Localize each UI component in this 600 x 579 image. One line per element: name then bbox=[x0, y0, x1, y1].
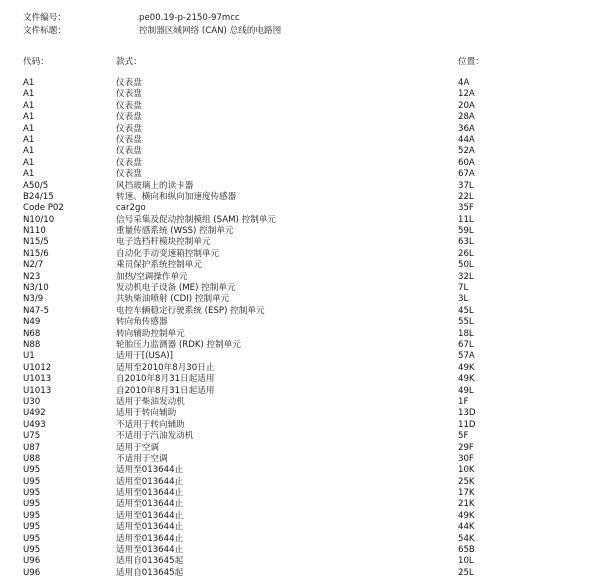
table-row bbox=[0, 146, 600, 157]
table-row bbox=[0, 112, 600, 123]
row-description: 电子选档杆模块控制单元 bbox=[116, 237, 211, 248]
table-row bbox=[0, 397, 600, 408]
row-description: 共轨柴油喷射 (CDI) 控制单元 bbox=[116, 294, 230, 305]
row-location: 11L bbox=[458, 214, 474, 225]
table-row bbox=[0, 135, 600, 146]
row-description: 转速、横向和纵向加速度传感器 bbox=[116, 191, 237, 202]
row-code: U95 bbox=[23, 499, 41, 510]
table-row bbox=[0, 340, 600, 351]
table-row bbox=[0, 317, 600, 328]
table-row bbox=[0, 386, 600, 397]
table-row bbox=[0, 260, 600, 271]
row-location: 11D bbox=[458, 419, 476, 430]
row-code: N15/5 bbox=[23, 237, 49, 248]
row-code: A1 bbox=[23, 112, 35, 123]
row-code: A1 bbox=[23, 169, 35, 180]
doc-title-value: 控制器区域网络 (CAN) 总线的电路图 bbox=[139, 26, 282, 36]
row-description: 适用至013644止 bbox=[116, 476, 184, 487]
row-description: 自动化手动变速箱控制单元 bbox=[116, 248, 220, 259]
header-location: 位置： bbox=[458, 57, 484, 67]
row-description: 适用至013644止 bbox=[116, 533, 184, 544]
row-location: 44K bbox=[458, 522, 475, 533]
row-code: U30 bbox=[23, 396, 41, 407]
document-meta bbox=[23, 12, 281, 38]
row-code: U95 bbox=[23, 522, 41, 533]
row-code: N23 bbox=[23, 271, 41, 282]
table-row bbox=[0, 158, 600, 169]
row-description: 适用至013644止 bbox=[116, 545, 184, 556]
row-description: 发动机电子设备 (ME) 控制单元 bbox=[116, 283, 236, 294]
table-row bbox=[0, 477, 600, 488]
row-description: 适用于柴油发动机 bbox=[116, 396, 185, 407]
row-code: U492 bbox=[23, 408, 46, 419]
row-description: 仪表盘 bbox=[116, 100, 142, 111]
row-location: 67L bbox=[458, 339, 474, 350]
row-description: 适用至013644止 bbox=[116, 510, 184, 521]
table-row bbox=[0, 454, 600, 465]
row-description: 适用自013645起 bbox=[116, 567, 184, 578]
table-row bbox=[0, 124, 600, 135]
row-code: U1013 bbox=[23, 374, 52, 385]
table-row bbox=[0, 534, 600, 545]
row-code: U493 bbox=[23, 419, 46, 430]
row-location: 60A bbox=[458, 157, 475, 168]
row-location: 67A bbox=[458, 169, 475, 180]
row-description: 仪表盘 bbox=[116, 89, 142, 100]
row-code: U96 bbox=[23, 567, 41, 578]
row-description: 不适用于空调 bbox=[116, 453, 168, 464]
row-description: 适用自013645起 bbox=[116, 556, 184, 567]
row-code: U95 bbox=[23, 465, 41, 476]
row-description: 适用至013644止 bbox=[116, 522, 184, 533]
row-description: 适用至013644止 bbox=[116, 488, 184, 499]
row-description: 信号采集及促动控制模组 (SAM) 控制单元 bbox=[116, 214, 276, 225]
table-row bbox=[0, 522, 600, 533]
row-description: 风挡玻璃上的读卡器 bbox=[116, 180, 194, 191]
row-location: 22L bbox=[458, 191, 474, 202]
table-row bbox=[0, 374, 600, 385]
row-description: 加热/空调操作单元 bbox=[116, 271, 188, 282]
row-code: U95 bbox=[23, 510, 41, 521]
doc-number-row bbox=[23, 12, 281, 25]
row-description: car2go bbox=[116, 203, 146, 214]
table-row bbox=[0, 511, 600, 522]
row-location: 30F bbox=[458, 453, 474, 464]
row-description: 适用于转向辅助 bbox=[116, 408, 177, 419]
row-code: B24/15 bbox=[23, 191, 54, 202]
table-row bbox=[0, 568, 600, 579]
row-description: 电控车辆稳定行驶系统 (ESP) 控制单元 bbox=[116, 305, 265, 316]
row-code: A1 bbox=[23, 78, 35, 88]
row-location: 32L bbox=[458, 271, 474, 282]
row-location: 36A bbox=[458, 123, 475, 134]
row-location: 17K bbox=[458, 488, 475, 499]
table-row bbox=[0, 499, 600, 510]
row-description: 仪表盘 bbox=[116, 112, 142, 123]
row-code: N88 bbox=[23, 339, 41, 350]
row-description: 适用于空调 bbox=[116, 442, 159, 453]
row-code: N3/10 bbox=[23, 283, 49, 294]
row-code: U1 bbox=[23, 351, 35, 362]
row-location: 35F bbox=[458, 203, 474, 214]
row-code: A1 bbox=[23, 157, 35, 168]
row-code: U87 bbox=[23, 442, 41, 453]
table-row bbox=[0, 237, 600, 248]
table-row bbox=[0, 420, 600, 431]
table-row bbox=[0, 169, 600, 180]
row-location: 10L bbox=[458, 556, 474, 567]
row-location: 28A bbox=[458, 112, 475, 123]
row-location: 57A bbox=[458, 351, 475, 362]
row-location: 5F bbox=[458, 431, 469, 442]
row-location: 21K bbox=[458, 499, 475, 510]
row-description: 仪表盘 bbox=[116, 123, 142, 134]
table-row bbox=[0, 215, 600, 226]
table-row bbox=[0, 78, 600, 89]
row-description: 仪表盘 bbox=[116, 78, 142, 88]
row-description: 转向角传感器 bbox=[116, 317, 168, 328]
row-location: 52A bbox=[458, 146, 475, 157]
table-row bbox=[0, 306, 600, 317]
row-description: 适用至013644止 bbox=[116, 465, 184, 476]
table-row bbox=[0, 294, 600, 305]
row-code: A1 bbox=[23, 89, 35, 100]
table-row bbox=[0, 351, 600, 362]
table-header bbox=[0, 56, 600, 68]
doc-number-label: 文件编号： bbox=[23, 13, 66, 23]
row-location: 50L bbox=[458, 260, 474, 271]
row-location: 3L bbox=[458, 294, 469, 305]
table-row bbox=[0, 249, 600, 260]
row-code: U1013 bbox=[23, 385, 52, 396]
row-location: 26L bbox=[458, 248, 474, 259]
row-code: N2/7 bbox=[23, 260, 44, 271]
row-code: N110 bbox=[23, 226, 46, 237]
row-code: A1 bbox=[23, 100, 35, 111]
row-location: 37L bbox=[458, 180, 474, 191]
row-location: 7L bbox=[458, 283, 469, 294]
row-code: U96 bbox=[23, 556, 41, 567]
row-description: 仪表盘 bbox=[116, 157, 142, 168]
row-code: N10/10 bbox=[23, 214, 55, 225]
row-location: 49K bbox=[458, 362, 475, 373]
table-row bbox=[0, 488, 600, 499]
table-row bbox=[0, 283, 600, 294]
row-code: A1 bbox=[23, 146, 35, 157]
row-location: 49K bbox=[458, 374, 475, 385]
row-location: 54K bbox=[458, 533, 475, 544]
row-location: 65B bbox=[458, 545, 475, 556]
row-description: 不适用于汽油发动机 bbox=[116, 431, 194, 442]
row-description: 仪表盘 bbox=[116, 146, 142, 157]
row-code: A1 bbox=[23, 134, 35, 145]
table-row bbox=[0, 465, 600, 476]
table-row bbox=[0, 89, 600, 100]
table-row bbox=[0, 181, 600, 192]
row-code: U95 bbox=[23, 545, 41, 556]
table-row bbox=[0, 272, 600, 283]
row-location: 18L bbox=[458, 328, 474, 339]
row-code: A1 bbox=[23, 123, 35, 134]
row-code: U95 bbox=[23, 476, 41, 487]
doc-title-label: 文件标题： bbox=[23, 26, 66, 36]
row-location: 49K bbox=[458, 510, 475, 521]
row-description: 自2010年8月31日起适用 bbox=[116, 385, 215, 396]
table-row bbox=[0, 203, 600, 214]
row-description: 轮胎压力监测器 (RDK) 控制单元 bbox=[116, 339, 241, 350]
table-row bbox=[0, 443, 600, 454]
row-location: 45L bbox=[458, 305, 474, 316]
component-list bbox=[0, 78, 600, 579]
table-row bbox=[0, 545, 600, 556]
row-location: 1F bbox=[458, 396, 469, 407]
row-location: 13D bbox=[458, 408, 476, 419]
table-row bbox=[0, 431, 600, 442]
row-description: 适用至013644止 bbox=[116, 499, 184, 510]
row-description: 转向辅助控制单元 bbox=[116, 328, 185, 339]
row-location: 55L bbox=[458, 317, 474, 328]
row-description: 仪表盘 bbox=[116, 134, 142, 145]
row-description: 重量传感系统 (WSS) 控制单元 bbox=[116, 226, 234, 237]
table-row bbox=[0, 226, 600, 237]
table-row bbox=[0, 363, 600, 374]
row-code: N49 bbox=[23, 317, 41, 328]
row-code: U95 bbox=[23, 488, 41, 499]
row-location: 20A bbox=[458, 100, 475, 111]
row-location: 25L bbox=[458, 567, 474, 578]
row-location: 63L bbox=[458, 237, 474, 248]
row-code: N15/6 bbox=[23, 248, 49, 259]
table-row bbox=[0, 192, 600, 203]
doc-number-value: pe00.19-p-2150-97mcc bbox=[139, 13, 240, 23]
row-location: 59L bbox=[458, 226, 474, 237]
row-location: 29F bbox=[458, 442, 474, 453]
row-code: U88 bbox=[23, 453, 41, 464]
row-code: U1012 bbox=[23, 362, 52, 373]
row-code: N3/9 bbox=[23, 294, 44, 305]
row-code: U95 bbox=[23, 533, 41, 544]
row-description: 适用于[(USA)] bbox=[116, 351, 173, 362]
row-description: 乘员保护系统控制单元 bbox=[116, 260, 202, 271]
row-location: 12A bbox=[458, 89, 475, 100]
row-location: 49L bbox=[458, 385, 474, 396]
row-description: 仪表盘 bbox=[116, 169, 142, 180]
row-code: N47-5 bbox=[23, 305, 49, 316]
row-description: 自2010年8月31日起适用 bbox=[116, 374, 215, 385]
table-row bbox=[0, 329, 600, 340]
header-model: 款式： bbox=[116, 57, 142, 67]
row-location: 44A bbox=[458, 134, 475, 145]
row-code: A50/5 bbox=[23, 180, 49, 191]
table-row bbox=[0, 556, 600, 567]
row-location: 25K bbox=[458, 476, 475, 487]
doc-title-row bbox=[23, 25, 281, 38]
table-row bbox=[0, 101, 600, 112]
table-row bbox=[0, 408, 600, 419]
row-location: 4A bbox=[458, 78, 470, 88]
row-code: U75 bbox=[23, 431, 41, 442]
row-code: Code P02 bbox=[23, 203, 64, 214]
row-description: 适用至2010年8月30日止 bbox=[116, 362, 215, 373]
header-code: 代码： bbox=[23, 57, 49, 67]
row-description: 不适用于转向辅助 bbox=[116, 419, 185, 430]
row-code: N68 bbox=[23, 328, 41, 339]
row-location: 10K bbox=[458, 465, 475, 476]
